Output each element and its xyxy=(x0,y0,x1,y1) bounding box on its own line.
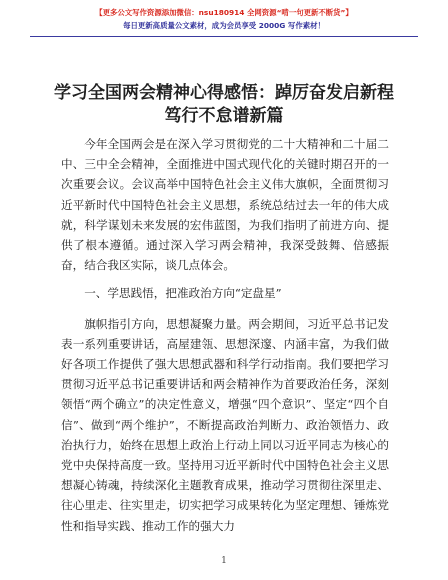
section-heading-1: 一、学思践悟，把准政治方向“定盘星” xyxy=(84,286,282,301)
promo-header xyxy=(0,6,448,32)
page-number: 1 xyxy=(221,556,227,566)
document-title xyxy=(50,82,398,128)
header-divider xyxy=(30,36,418,37)
title-line-2: 笃行不怠谱新篇 xyxy=(164,106,284,126)
intro-paragraph: 今年全国两会是在深入学习贯彻党的二十大精神和二十届二中、三中全会精神，全面推进中国式现代化的关键时期召开的一次重要会议。会议高举中国特色社会主义伟大旗帜，全面贯彻习近平新时代中国特色社会主义思想，系统总结过去一年的伟大成就，科学谋划未来发展的宏伟蓝图，为我们指明了前进方向、提供了根本遵循。通过深入学习两会精神，我深受鼓舞、倍感振奋，结合我区实际，谈几点体会。 xyxy=(61,137,389,273)
promo-line-wechat: 【更多公文写作资源添加微信：nsu180914 全网资源“啃一句更新不断货”】 xyxy=(95,8,353,17)
body-paragraph-1: 旗帜指引方向，思想凝聚力量。两会期间，习近平总书记发表一系列重要讲话，高屋建瓴、思想深邃、内涵丰富，为我们做好各项工作提供了强大思想武器和科学行动指南。我们要把学习贯彻习近平总书记重要讲话和两会精神作为首要政治任务，深刻领悟“两个确立”的决定性意义，增强“四个意识”、坚定“四个自信”、做到“两个维护”，不断提高政治判断力、政治领悟力、政治执行力，始终在思想上政治上行动上同以习近平同志为核心的党中央保持高度一致。坚持用习近平新时代中国特色社会主义思想凝心铸魂，持续深化主题教育成果，推动学习贯彻往深里走、往心里走、往实里走，切实把学习成果转化为坚定理想、锤炼党性和指导实践、推动工作的强大力 xyxy=(61,316,389,533)
promo-line-membership: 每日更新高质量公文素材，成为会员享受 2000G 写作素材！ xyxy=(123,21,325,30)
document-body xyxy=(61,134,389,536)
title-line-1: 学习全国两会精神心得感悟：踔厉奋发启新程 xyxy=(54,83,394,103)
